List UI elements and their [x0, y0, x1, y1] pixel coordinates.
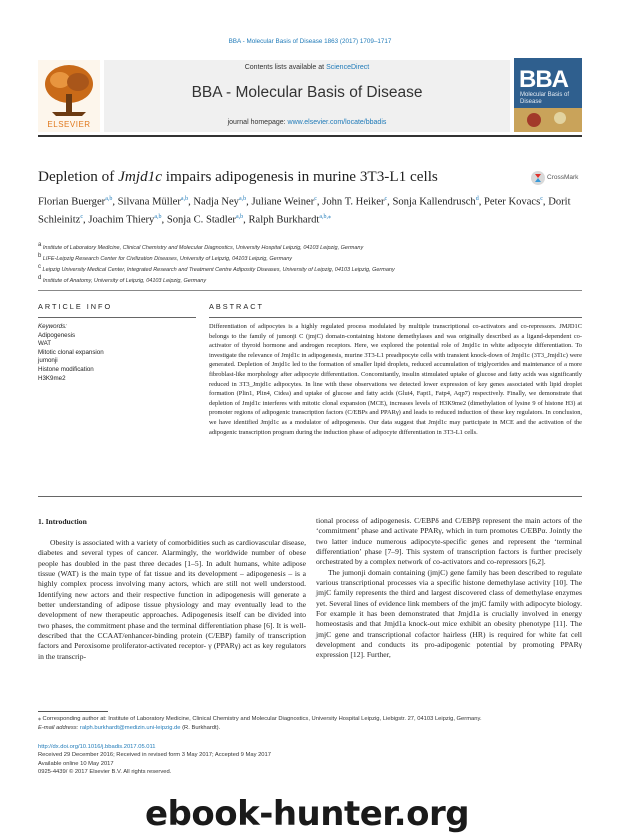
- affiliation-line: [38, 263, 598, 274]
- affiliation-mark: c: [38, 264, 41, 271]
- affiliation-mark: d: [38, 275, 42, 282]
- footnote-rule: [38, 711, 108, 712]
- homepage-line: [104, 119, 510, 126]
- keywords-list: [38, 332, 196, 384]
- article-title: [38, 168, 498, 186]
- author-affiliation-mark[interactable]: c: [80, 213, 84, 220]
- abstract-bottom-rule: [38, 496, 582, 497]
- homepage-link[interactable]: www.elsevier.com/locate/bbadis: [287, 119, 387, 126]
- author-name: Juliane Weiner: [251, 196, 315, 208]
- body-left-column: Obesity is associated with a variety of comorbidities such as cardiovascular disease, diabetes and several types of cancer. Alarmingly, the worldwide number of obese people has doubled in the past three decades [1–5]. In adult humans, white adipose tissue (WAT) is the main type of fat tissue and its development – adipogenesis – is a highly complex process involving many actors, which are still not well understood. Identifying new actors and their respective function in adipogenesis will generate a better understanding of adipose tissue physiology and may eventually lead to the development of new therapeutic approaches. Adipogenesis itself can be divided into two phases, the commitment phase and the terminal differentiation phase [6]. It is well-described that the CCAAT/enhancer-binding protein (C/EBP) family of transcription factors and Peroxisome proliferator-activated receptor- γ (PPARγ) act as key regulators in the transcrip-: [38, 538, 306, 661]
- author-name: Sonja Kallendrusch: [392, 196, 476, 208]
- affiliation-text: Institute of Laboratory Medicine, Clinical Chemistry and Molecular Diagnostics, University Hospital Leipzig, 04103 Leipzig, Germany: [41, 244, 364, 251]
- cover-title: BBA: [519, 66, 568, 93]
- contents-prefix: Contents lists available at: [244, 64, 327, 71]
- introduction-heading: 1. Introduction: [38, 517, 87, 526]
- author-name: Sonja C. Stadler: [166, 214, 236, 226]
- title-post: impairs adipogenesis in murine 3T3-L1 cells: [162, 168, 438, 185]
- author-affiliation-mark[interactable]: a,b,⁎: [319, 213, 332, 220]
- email-suffix: (R. Burkhardt).: [180, 724, 221, 731]
- affiliation-text: Institute of Anatomy, University of Leipzig, 04103 Leipzig, Germany: [41, 278, 207, 285]
- author-affiliation-mark[interactable]: c: [384, 196, 388, 202]
- info-top-rule: [38, 290, 582, 291]
- keyword-item: Mitotic clonal expansion: [38, 348, 104, 356]
- author-affiliation-mark[interactable]: a,b: [154, 213, 162, 220]
- cover-subtitle: Molecular Basis of Disease: [520, 92, 570, 105]
- homepage-prefix: journal homepage:: [227, 119, 288, 126]
- received-dates: Received 29 December 2016; Received in revised form 3 May 2017; Accepted 9 May 2017: [38, 752, 271, 759]
- author-name: Silvana Müller: [117, 196, 181, 208]
- author-name: Ralph Burkhardt: [248, 214, 320, 226]
- author-affiliation-mark[interactable]: a,b: [180, 196, 189, 202]
- body-right-column: [316, 516, 582, 661]
- author-affiliation-mark[interactable]: a,b: [238, 196, 247, 202]
- author-list: Florian Buerger$^{a,b}$, Silvana Müller$^{a,b}$, Nadja Ney$^{a,b}$, Juliane Weiner$^c$, John T. Heiker$^c$, Sonja Kallendrusch$^d$, Peter Kovacs$^c$, Dorit Schleinitz$^c$, Joachim Thiery$^{a,b}$, Sonja C. Stadler$^{a,b}$, Ralph Burkhardt$^{a,b,⁎}$: [38, 196, 571, 226]
- affiliation-line: [38, 241, 598, 252]
- keywords-block: [38, 323, 196, 383]
- affiliation-line: [38, 274, 598, 285]
- elsevier-logo: [38, 60, 100, 132]
- keyword-item: H3K9me2: [38, 374, 66, 382]
- online-date: Available online 10 May 2017: [38, 760, 114, 767]
- crossmark-label: CrossMark: [547, 174, 579, 181]
- author-name: Nadja Ney: [193, 196, 239, 208]
- email-link[interactable]: ralph.burkhardt@medizin.uni-leipzig.de: [79, 724, 181, 731]
- affiliation-list: [38, 241, 598, 286]
- right-paragraph-2: The jumonji domain containing (jmjC) gene family has been described to regulate various transcriptional processes via a specific histone demethylase activity [10]. The jmjC family represents the third and largest discovered class of demethylase enzymes yet. Several lines of evidence link members of the jmjC family with adipocyte biology. For example it has been demonstrated that Jmjd1a is crucially involved in energy homeostasis and that Jmjd1a knock-out mice exhibit an obesity phenotype [11]. The jmjC gene and transcriptional cofactor hairless (HR) is required for white fat cell development and conducts its pro-adipogenic potential by promoting PPARγ expression [12]. Further,: [316, 567, 582, 660]
- author-affiliation-mark[interactable]: c: [540, 196, 543, 202]
- copyright-line: 0925-4439/ © 2017 Elsevier B.V. All rights reserved.: [38, 768, 172, 775]
- sciencedirect-link[interactable]: ScienceDirect: [326, 64, 370, 71]
- keywords-label: Keywords:: [38, 323, 67, 330]
- affiliation-mark: a: [38, 242, 42, 248]
- author-name: Joachim Thiery: [88, 214, 155, 226]
- email-line: [38, 724, 598, 733]
- elsevier-wordmark: ELSEVIER: [47, 120, 91, 129]
- affiliation-text: LIFE-Leipzig Research Center for Civilization Diseases, University of Leipzig, 04103 Leipzig, Germany: [41, 255, 293, 262]
- publication-info: [38, 743, 338, 776]
- author-affiliation-mark[interactable]: a,b: [235, 213, 244, 220]
- abstract-text: Differentiation of adipocytes is a highly regulated process modulated by multiple transcriptional co-activators and co-repressors. JMJD1C belongs to the family of jumonji C (jmjC) domain-containing histone demethylases and was originally described as a ligand-dependent co-activator of thyroid hormone and androgen receptors. Here, we explored the potential role of Jmjd1c in white adipocyte differentiation. To investigate the relevance of Jmjd1c in adipogenesis, murine 3T3-L1 preadipocyte cells with transient knock-down of Jmjd1c (3T3_Jmjd1c) were generated. Depletion of Jmjd1c led to the formation of smaller lipid droplets, reduced accumulation of triglycerides and maintenance of a more fibroblast-like morphology after adipocyte differentiation. Concomitantly, insulin stimulated uptake of glucose and fatty acids was significantly reduced in 3T3_Jmjd1c adipocytes. In line with these observations we detected lower expression of key genes associated with lipid droplet formation (Plin1, Plin4, Cidea) and uptake of glucose and fatty acids (Glut4, Fapt1, Fatp4, Aqp7) respectively. Finally, we demonstrate that depletion of Jmjd1c interferes with mitotic clonal expansion (MCE), increases levels of H3K9me2 (dimethylation of lysine 9 of histone H3) at promoter regions of adipogenic transcription factors (C/EBPs and PPARγ) and leads to reduced induction of these key regulators. In conclusion, we have identified Jmjd1c as a modulator of adipogenesis. Our data suggest that Jmjd1c may participate in MCE and the activation of the adipogenic transcription program during the induction phase of adipocyte differentiation in 3T3-L1 cells.: [209, 323, 582, 436]
- author-name: Florian Buerger: [38, 196, 106, 208]
- article-info-heading: ARTICLE INFO: [38, 302, 113, 311]
- journal-title: BBA - Molecular Basis of Disease: [191, 84, 423, 101]
- right-paragraph-1: tional process of adipogenesis. C/EBPδ and C/EBPβ represent the main actors of the ‘commitment’ phase and activate PPARγ, which in turn promotes C/EBPα. Jointly the two latter induce numerous adipocyte-specific genes and represent the ‘terminal differentiation’ phase [7–9]. This system of transcription factors is further precisely orchestrated by a complex network of co-activators and co-repressors [6,2].: [316, 516, 582, 567]
- author-affiliation-mark[interactable]: c: [314, 196, 317, 202]
- keyword-item: WAT: [38, 340, 52, 348]
- abstract-heading: ABSTRACT: [209, 302, 264, 311]
- title-gene: Jmjd1c: [118, 168, 162, 185]
- cover-art-icon: [514, 108, 582, 132]
- doi-link[interactable]: http://dx.doi.org/10.1016/j.bbadis.2017.05.011: [38, 744, 156, 750]
- article-info-rule: [38, 317, 196, 318]
- author-affiliation-mark[interactable]: d: [475, 196, 479, 202]
- title-pre: Depletion of: [38, 168, 119, 185]
- affiliation-text: Leipzig University Medical Center, Integrated Research and Treatment Centre Adiposity Diseases, University of Leipzig, 04103 Leipzig, Germany: [41, 267, 395, 274]
- author-name: Dorit Schleinitz: [38, 196, 571, 226]
- affiliation-mark: b: [38, 253, 42, 260]
- affiliation-line: [38, 252, 598, 263]
- author-name: Peter Kovacs: [484, 196, 541, 208]
- contents-line: [104, 64, 510, 71]
- masthead-rule: [38, 135, 582, 137]
- footnote: [38, 715, 598, 732]
- email-label: E-mail address:: [38, 724, 80, 731]
- abstract-rule: [209, 317, 582, 318]
- watermark: ebook-hunter.org: [145, 794, 470, 834]
- journal-cover: [514, 58, 582, 132]
- keyword-item: jumonji: [38, 357, 58, 365]
- keyword-item: Adipogenesis: [38, 331, 76, 339]
- author-affiliation-mark[interactable]: a,b: [105, 196, 113, 202]
- corresponding-author-note: ⁎ Corresponding author at: Institute of Laboratory Medicine, Clinical Chemistry and Molecular Diagnostics, University Hospital Leipzig, Liebigstr. 27, 04103 Leipzig, Germany.: [38, 716, 482, 722]
- author-name: John T. Heiker: [322, 196, 385, 208]
- running-head: BBA - Molecular Basis of Disease 1863 (2017) 1709–1717: [228, 38, 392, 45]
- keyword-item: Histone modification: [38, 365, 94, 373]
